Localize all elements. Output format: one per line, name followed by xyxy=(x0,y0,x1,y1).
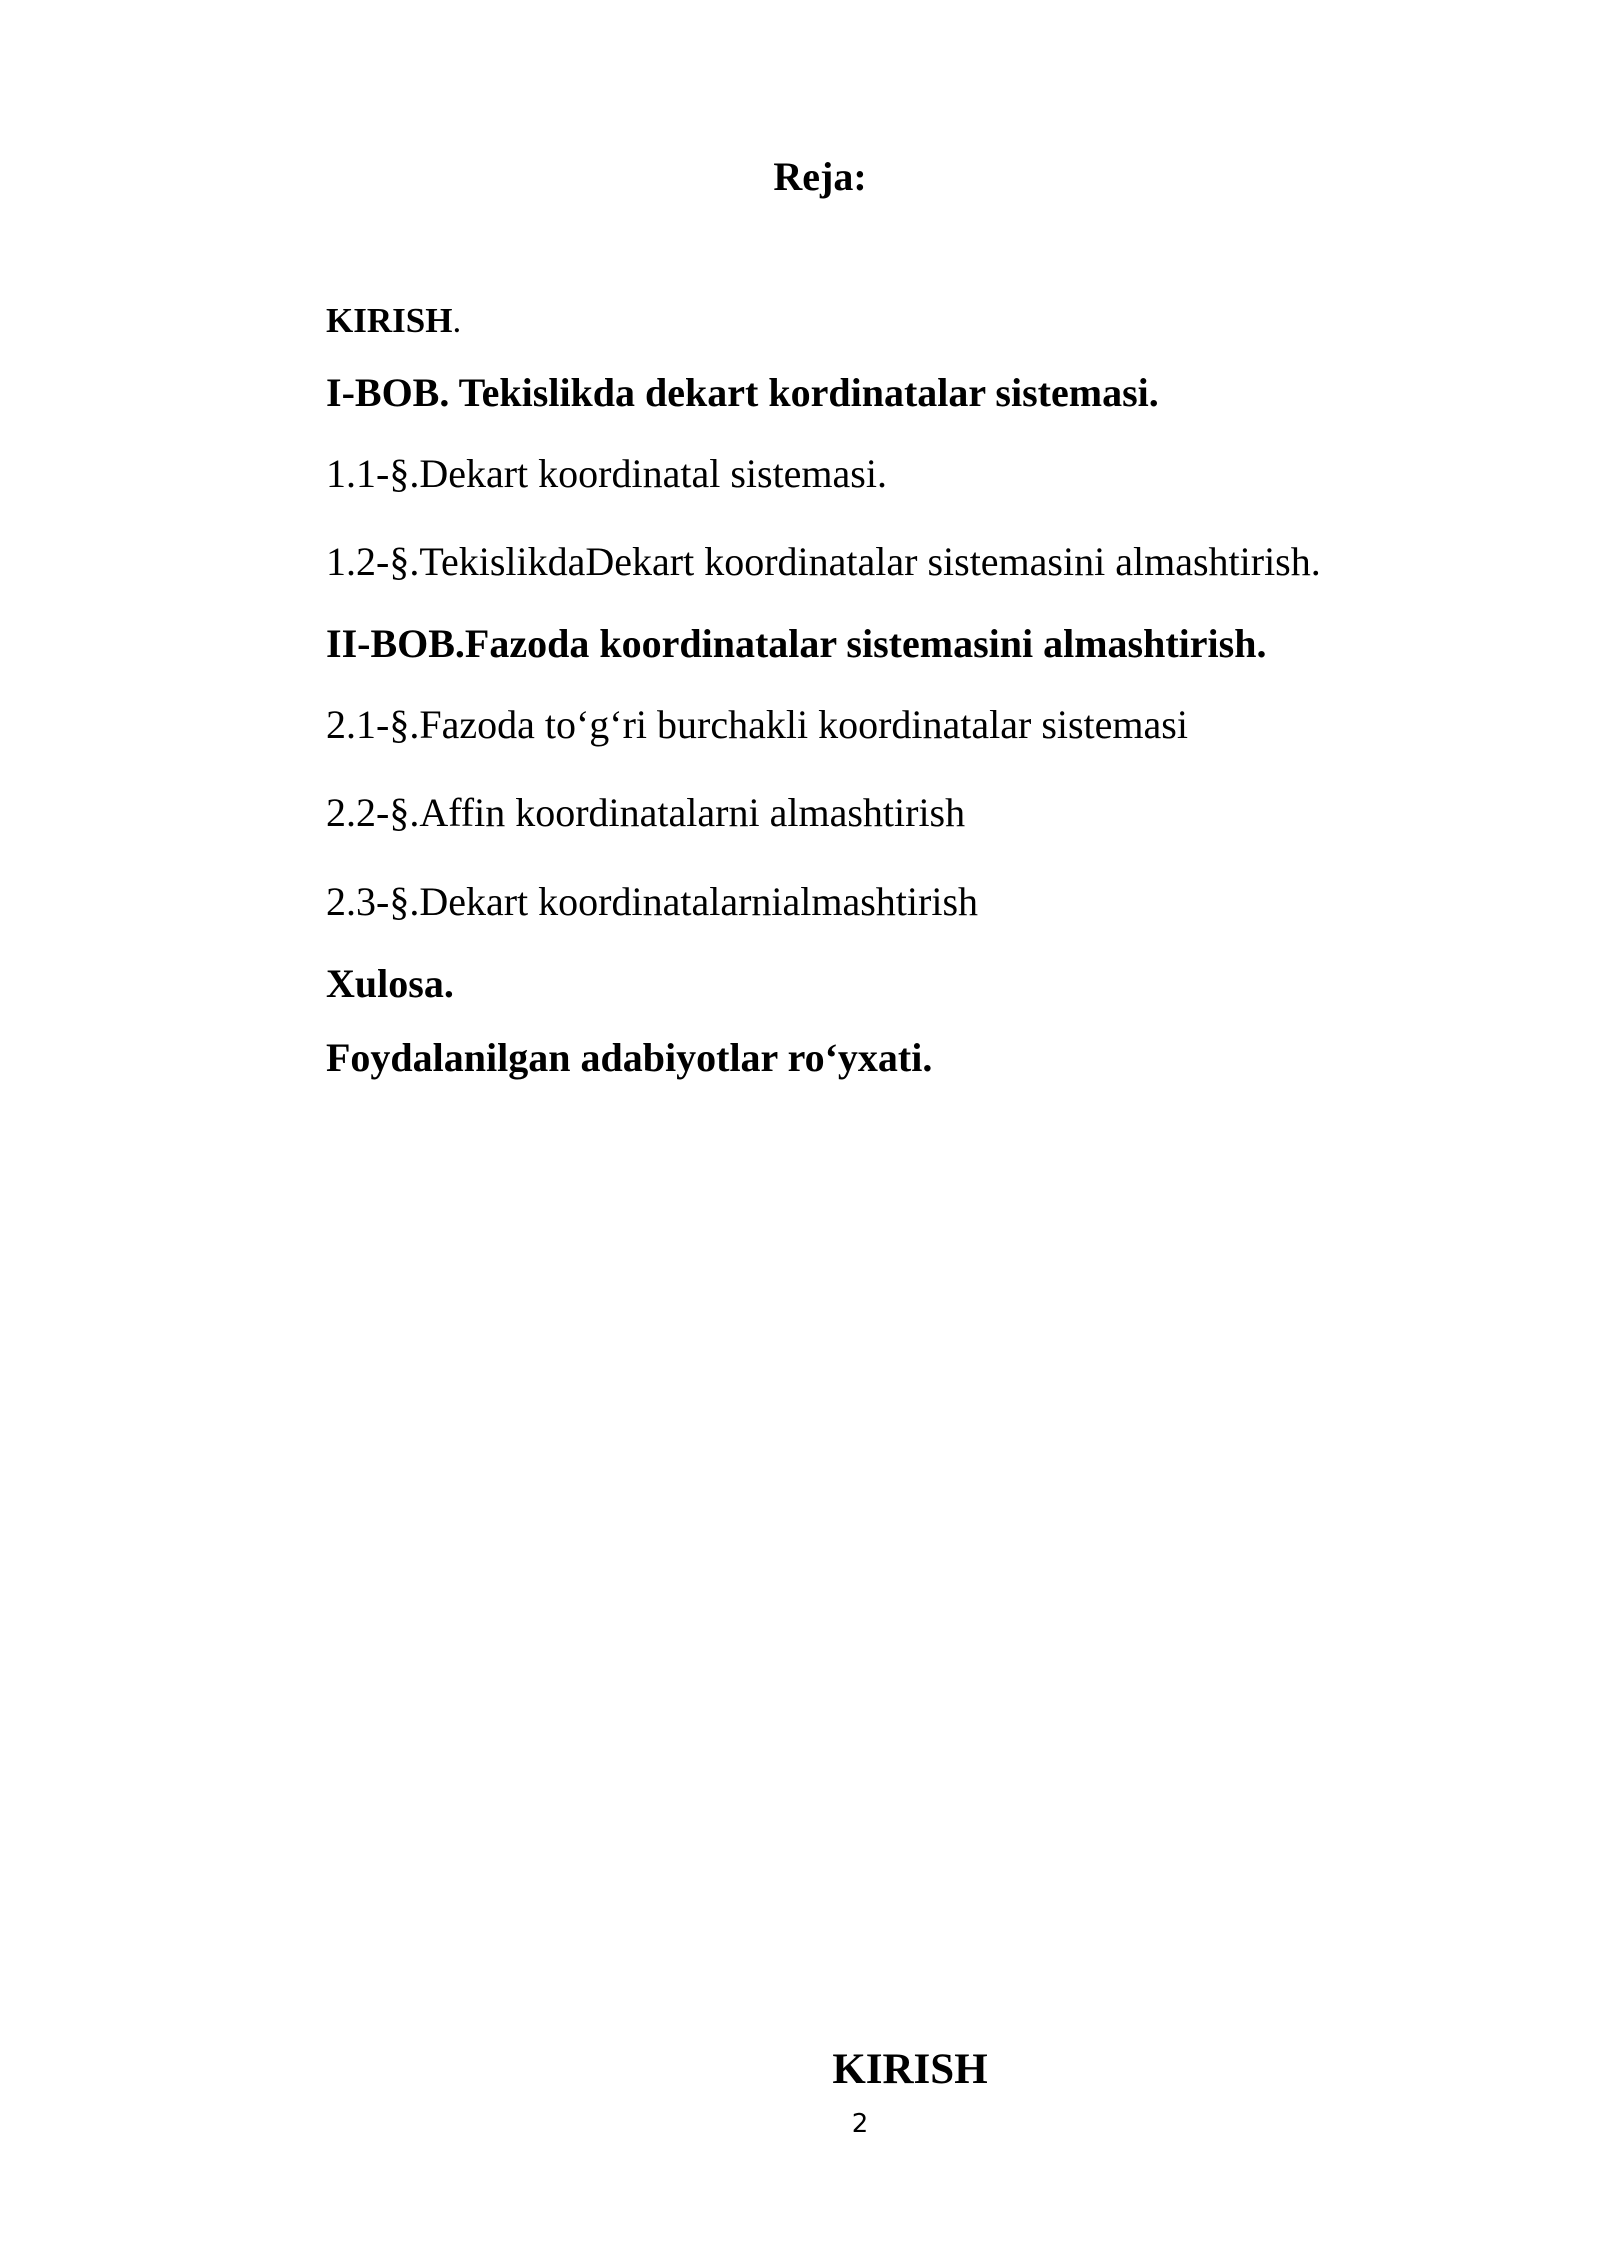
toc-intro-label: KIRISH xyxy=(326,301,453,340)
section-heading-kirish: KIRISH xyxy=(832,2046,988,2093)
toc-intro-suffix: . xyxy=(452,301,462,340)
toc-references: Foydalanilgan adabiyotlar ro‘yxati. xyxy=(326,1035,933,1080)
toc-chapter-2: II-BOB.Fazoda koordinatalar sistemasini almashtirish. xyxy=(326,621,1267,666)
toc-conclusion: Xulosa. xyxy=(326,961,454,1006)
toc-section-2-3: 2.3-§.Dekart koordinatalarnialmashtirish xyxy=(326,879,979,924)
toc-chapter-1: I-BOB. Tekislikda dekart kordinatalar sistemasi. xyxy=(326,370,1159,415)
toc-item-intro xyxy=(326,296,461,346)
toc-section-1-1: 1.1-§.Dekart koordinatal sistemasi. xyxy=(326,451,887,496)
toc-section-1-2: 1.2-§.TekislikdaDekart koordinatalar sistemasini almashtirish. xyxy=(326,539,1321,584)
toc-section-2-1: 2.1-§.Fazoda to‘g‘ri burchakli koordinatalar sistemasi xyxy=(326,702,1188,747)
page-title: Reja: xyxy=(773,154,867,199)
toc-section-2-2: 2.2-§.Affin koordinatalarni almashtirish xyxy=(326,790,966,835)
page-number: 2 xyxy=(851,2109,869,2139)
